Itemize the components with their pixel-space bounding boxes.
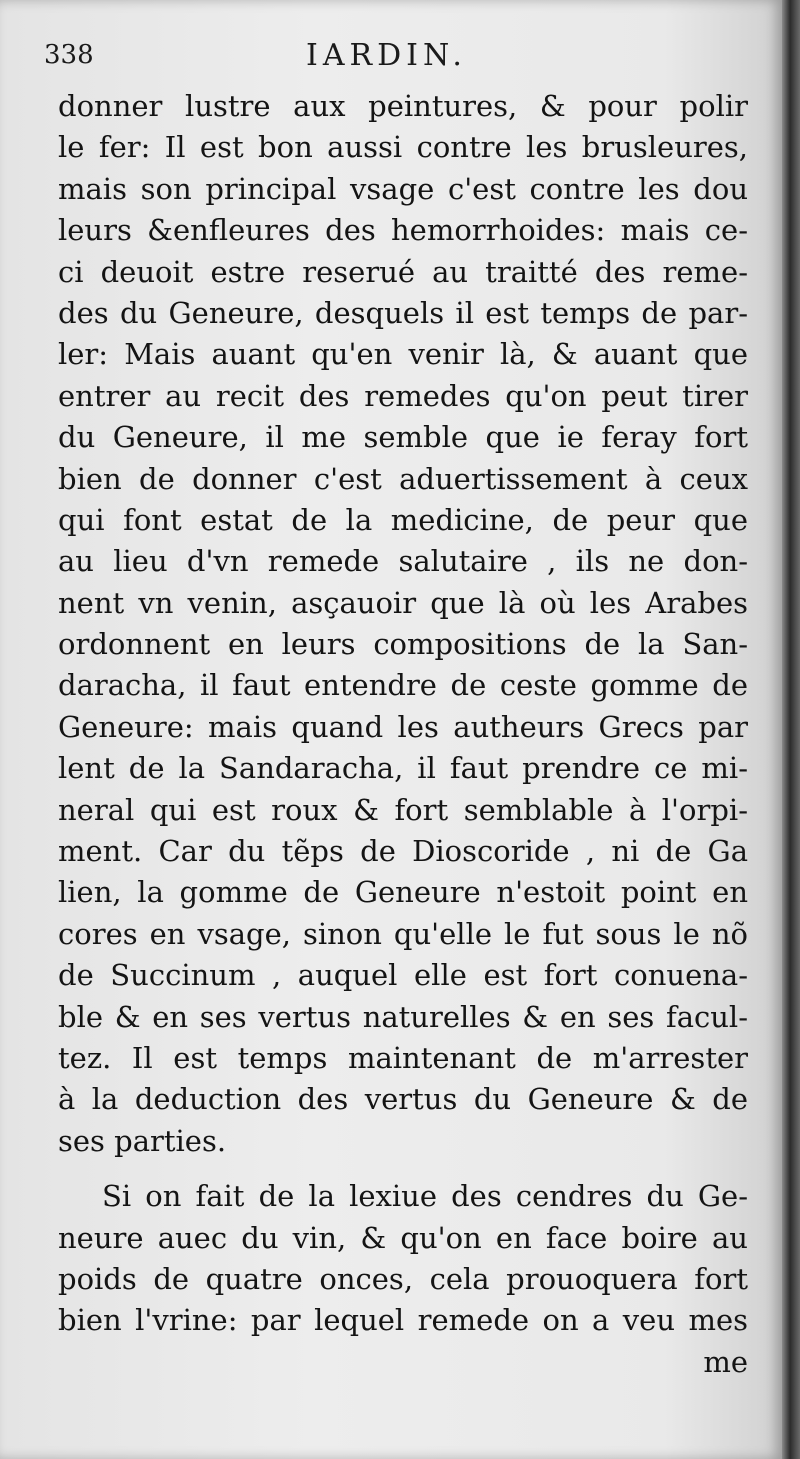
text-line: le fer: Il est bon aussi contre les brusleures, <box>58 130 748 165</box>
paragraph-break <box>58 1162 748 1176</box>
text-line: bien l'vrine: par lequel remede on a veu mes <box>58 1303 748 1338</box>
running-head: IARDIN. <box>306 38 467 73</box>
page-gutter-edge <box>782 0 800 1459</box>
text-line: de Succinum , auquel elle est fort conuena- <box>58 958 748 993</box>
text-line: du Geneure, il me semble que ie feray fort <box>58 420 748 455</box>
body-text <box>58 86 748 1383</box>
text-line: des du Geneure, desquels il est temps de par- <box>58 295 748 330</box>
text-line: ordonnent en leurs compositions de la San- <box>58 627 748 662</box>
text-line: mais son principal vsage c'est contre les dou <box>58 171 748 206</box>
text-line: lien, la gomme de Geneure n'estoit point en <box>58 875 748 910</box>
text-line: ci deuoit estre reserué au traitté des reme- <box>58 254 748 289</box>
text-line: neral qui est roux & fort semblable à l'orpi- <box>58 792 748 827</box>
text-line: à la deduction des vertus du Geneure & de <box>58 1082 748 1117</box>
text-line: donner lustre aux peintures, & pour polir <box>58 89 748 123</box>
text-line: bien de donner c'est aduertissement à ceux <box>58 461 748 496</box>
page-number: 338 <box>44 40 94 70</box>
text-line: entrer au recit des remedes qu'on peut tirer <box>58 378 748 413</box>
text-line: daracha, il faut entendre de ceste gomme de <box>58 668 748 703</box>
text-line: Si on fait de la lexiue des cendres du Ge- <box>102 1179 748 1214</box>
text-line: ses parties. <box>58 1123 227 1158</box>
text-line: Geneure: mais quand les autheurs Grecs par <box>58 709 748 744</box>
text-line: ler: Mais auant qu'en venir là, & auant que <box>58 337 748 372</box>
text-line: nent vn venin, asçauoir que là où les Arabes <box>58 585 748 620</box>
catchword: me <box>703 1344 748 1379</box>
text-line: neure auec du vin, & qu'on en face boire au <box>58 1220 748 1255</box>
text-line: poids de quatre onces, cela prouoquera fort <box>58 1261 748 1296</box>
text-line: ment. Car du tẽps de Dioscoride , ni de Ga <box>58 834 748 869</box>
text-line: lent de la Sandaracha, il faut prendre ce mi- <box>58 751 748 786</box>
text-line: au lieu d'vn remede salutaire , ils ne don- <box>58 544 748 579</box>
text-line: tez. Il est temps maintenant de m'arrester <box>58 1040 748 1075</box>
text-line: qui font estat de la medicine, de peur que <box>58 502 748 537</box>
text-line: ble & en ses vertus naturelles & en ses facul- <box>58 999 748 1034</box>
text-line: cores en vsage, sinon qu'elle le fut sous le nõ <box>58 916 748 951</box>
text-line: leurs &enfleures des hemorrhoides: mais ce- <box>58 213 748 248</box>
page-header <box>44 30 744 78</box>
